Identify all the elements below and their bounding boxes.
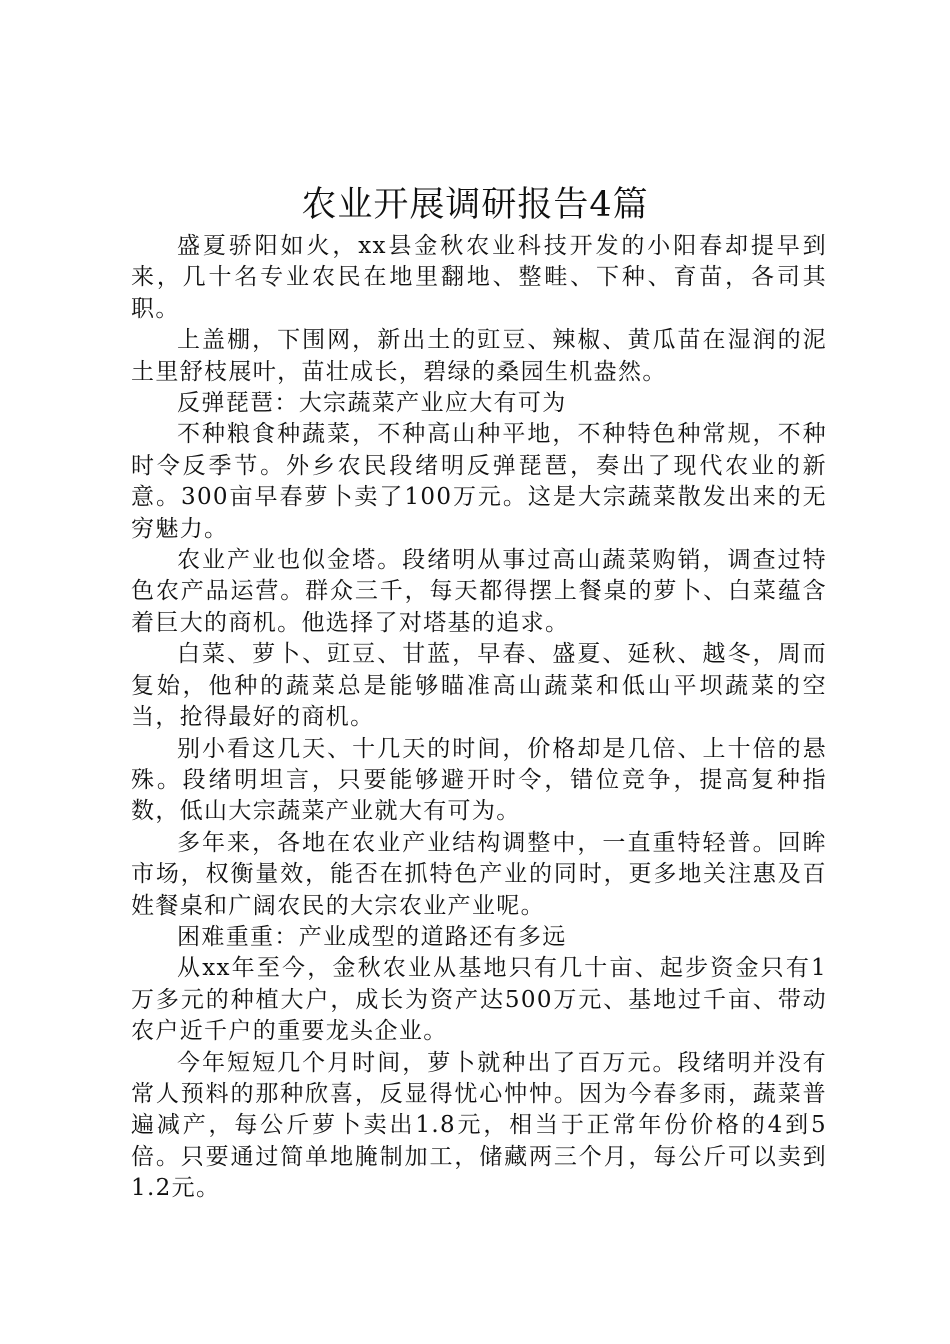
paragraph-7: 多年来，各地在农业产业结构调整中，一直重特轻普。回眸市场，权衡量效，能否在抓特色产业的同时，更多地关注惠及百姓餐桌和广阔农民的大宗农业产业呢。 (131, 829, 827, 919)
page-title: 农业开展调研报告4篇 (301, 185, 649, 225)
paragraph-1: 盛夏骄阳如火，xx县金秋农业科技开发的小阳春却提早到来，几十名专业农民在地里翻地、整畦、下种、育苗，各司其职。 (131, 233, 827, 322)
document-body (131, 231, 827, 1205)
paragraph-4: 农业产业也似金塔。段绪明从事过高山蔬菜购销，调查过特色农产品运营。群众三千，每天都得摆上餐桌的萝卜、白菜蕴含着巨大的商机。他选择了对塔基的追求。 (131, 547, 827, 636)
paragraph-2: 上盖棚，下围网，新出土的豇豆、辣椒、黄瓜苗在湿润的泥土里舒枝展叶，苗壮成长，碧绿的桑园生机盎然。 (131, 327, 827, 385)
paragraph-3: 不种粮食种蔬菜，不种高山种平地，不种特色种常规，不种时令反季节。外乡农民段绪明反弹琵琶，奏出了现代农业的新意。300亩早春萝卜卖了100万元。这是大宗蔬菜散发出来的无穷魅力。 (131, 421, 827, 542)
section-heading-1: 反弹琵琶：大宗蔬菜产业应大有可为 (177, 390, 567, 417)
section-heading-2: 困难重重：产业成型的道路还有多远 (177, 923, 567, 950)
paragraph-5: 白菜、萝卜、豇豆、甘蓝，早春、盛夏、延秋、越冬，周而复始，他种的蔬菜总是能够瞄准高山蔬菜和低山平坝蔬菜的空当，抢得最好的商机。 (131, 641, 827, 731)
paragraph-9: 今年短短几个月时间，萝卜就种出了百万元。段绪明并没有常人预料的那种欣喜，反显得忧心忡忡。因为今春多雨，蔬菜普遍减产，每公斤萝卜卖出1.8元，相当于正常年份价格的4到5倍。只要通过简单地腌制加工，储藏两三个月，每公斤可以卖到1.2元。 (131, 1049, 827, 1202)
paragraph-8: 从xx年至今，金秋农业从基地只有几十亩、起步资金只有1万多元的种植大户，成长为资产达500万元、基地过千亩、带动农户近千户的重要龙头企业。 (131, 955, 827, 1045)
paragraph-6: 别小看这几天、十几天的时间，价格却是几倍、上十倍的悬殊。段绪明坦言，只要能够避开时令，错位竞争，提高复种指数，低山大宗蔬菜产业就大有可为。 (131, 735, 827, 825)
